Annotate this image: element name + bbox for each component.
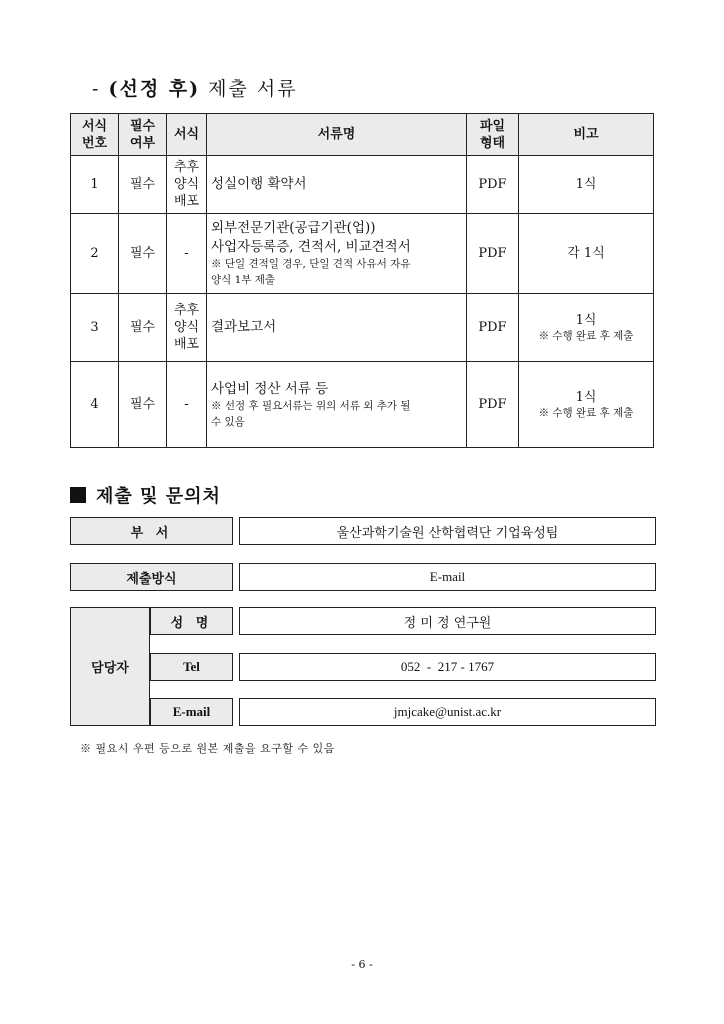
cell-document-name: 사업비 정산 서류 등 ※ 선정 후 필요서류는 위의 서류 외 추가 될 수 있음 — [207, 362, 467, 448]
tel-label: Tel — [150, 653, 233, 681]
section-heading-contact — [70, 482, 221, 508]
submission-method-value: E-mail — [239, 563, 656, 591]
cell-form: - — [167, 362, 207, 448]
table-row — [71, 214, 654, 294]
department-value: 울산과학기술원 산학협력단 기업육성팀 — [239, 517, 656, 545]
name-label: 성 명 — [150, 607, 233, 635]
cell-required: 필수 — [119, 156, 167, 214]
name-value: 정 미 정 연구원 — [239, 607, 656, 635]
header-remarks: 비고 — [519, 114, 654, 156]
cell-number: 2 — [71, 214, 119, 294]
table-row — [71, 294, 654, 362]
cell-remarks: 1식 ※ 수행 완료 후 제출 — [519, 294, 654, 362]
cell-file-type: PDF — [467, 294, 519, 362]
table-row — [71, 362, 654, 448]
header-required: 필수 여부 — [119, 114, 167, 156]
section-heading-documents — [92, 74, 298, 101]
cell-form: 추후 양식 배포 — [167, 294, 207, 362]
table-header-row — [71, 114, 654, 156]
cell-file-type: PDF — [467, 362, 519, 448]
cell-required: 필수 — [119, 294, 167, 362]
header-document-name: 서류명 — [207, 114, 467, 156]
table-row — [71, 156, 654, 214]
heading-rest: 제출 서류 — [200, 78, 298, 100]
submission-method-label: 제출방식 — [70, 563, 233, 591]
cell-form: - — [167, 214, 207, 294]
contact-heading-text: 제출 및 문의처 — [96, 486, 221, 507]
cell-number: 1 — [71, 156, 119, 214]
cell-form: 추후 양식 배포 — [167, 156, 207, 214]
square-bullet-icon — [70, 487, 86, 503]
cell-required: 필수 — [119, 362, 167, 448]
email-label: E-mail — [150, 698, 233, 726]
cell-remarks: 1식 — [519, 156, 654, 214]
documents-table — [70, 113, 654, 448]
header-form: 서식 — [167, 114, 207, 156]
cell-number: 3 — [71, 294, 119, 362]
cell-remarks: 1식 ※ 수행 완료 후 제출 — [519, 362, 654, 448]
cell-file-type: PDF — [467, 156, 519, 214]
department-label: 부 서 — [70, 517, 233, 545]
header-form-number: 서식 번호 — [71, 114, 119, 156]
cell-required: 필수 — [119, 214, 167, 294]
footnote: ※ 필요시 우편 등으로 원본 제출을 요구할 수 있음 — [80, 742, 335, 755]
cell-number: 4 — [71, 362, 119, 448]
cell-document-name: 결과보고서 — [207, 294, 467, 362]
tel-value: 052 - 217 - 1767 — [239, 653, 656, 681]
header-file-type: 파일 형태 — [467, 114, 519, 156]
person-in-charge-label: 담당자 — [70, 607, 150, 726]
heading-bold: (선정 후) — [108, 78, 201, 100]
page-number: - 6 - — [351, 958, 373, 971]
email-value[interactable]: jmjcake@unist.ac.kr — [239, 698, 656, 726]
cell-remarks: 각 1식 — [519, 214, 654, 294]
cell-file-type: PDF — [467, 214, 519, 294]
cell-document-name: 외부전문기관(공급기관(업)) 사업자등록증, 견적서, 비교견적서 ※ 단일 견적일 경우, 단일 견적 사유서 자유 양식 1부 제출 — [207, 214, 467, 294]
heading-prefix: - — [92, 78, 109, 100]
cell-document-name: 성실이행 확약서 — [207, 156, 467, 214]
